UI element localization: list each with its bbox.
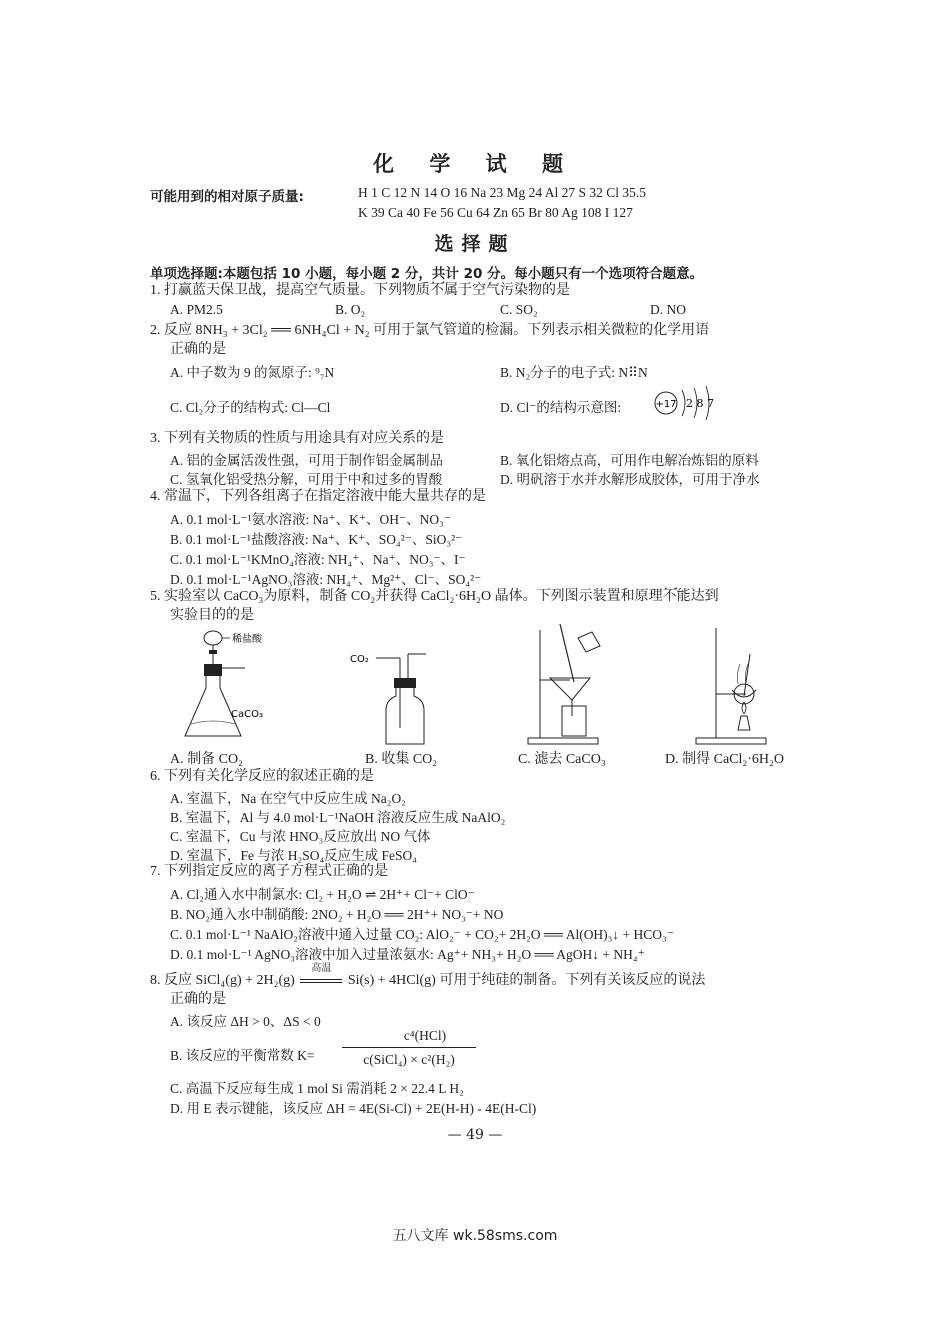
q8-option-c: C. 高温下反应每生成 1 mol Si 需消耗 2 × 22.4 L H₂ bbox=[170, 1081, 464, 1096]
question-5-stem-line2: 实验目的的是 bbox=[170, 608, 254, 623]
q5-option-c: C. 滤去 CaCO₃ bbox=[518, 752, 606, 767]
q7-option-c: C. 0.1 mol·L⁻¹ NaAlO₂溶液中通入过量 CO₂: AlO₂⁻ + CO₂+ 2H₂O ══ Al(OH)₃↓ + HCO₃⁻ bbox=[170, 927, 674, 942]
atomic-mass-line-2: K 39 Ca 40 Fe 56 Cu 64 Zn 65 Br 80 Ag 108 I 127 bbox=[358, 205, 633, 220]
q6-option-b: B. 室温下，Al 与 4.0 mol·L⁻¹NaOH 溶液反应生成 NaAlO₂ bbox=[170, 810, 506, 825]
q8-option-b-label: B. 该反应的平衡常数 K= bbox=[170, 1048, 315, 1063]
apparatus-d-evaporation bbox=[690, 624, 780, 746]
q4-option-c: C. 0.1 mol·L⁻¹KMnO₄溶液: NH₄⁺、Na⁺、NO₃⁻、I⁻ bbox=[170, 552, 466, 567]
q1-option-d: D. NO bbox=[650, 302, 686, 317]
question-5-stem-line1: 5. 实验室以 CaCO₃为原料，制备 CO₂并获得 CaCl₂·6H₂O 晶体。下列图示装置和原理不能 • •达到 bbox=[150, 588, 719, 606]
reaction-arrow-high-temp: 高温 bbox=[298, 972, 344, 990]
question-2-stem-line2: 正确的是 bbox=[170, 342, 226, 357]
label-dilute-hcl: 稀盐酸 bbox=[232, 634, 262, 645]
q6-option-c: C. 室温下，Cu 与浓 HNO₃反应放出 NO 气体 bbox=[170, 829, 431, 844]
q3-option-c: C. 氢氧化铝受热分解，可用于中和过多的胃酸 bbox=[170, 472, 443, 487]
q7-option-b: B. NO₂通入水中制硝酸: 2NO₂ + H₂O ══ 2H⁺+ NO₃⁻+ NO bbox=[170, 907, 504, 922]
q7-option-a: A. Cl₂通入水中制氯水: Cl₂ + H₂O ⇌ 2H⁺+ Cl⁻+ ClO⁻ bbox=[170, 887, 475, 902]
q8-option-b-numerator: c⁴(HCl) bbox=[403, 1028, 447, 1043]
question-8-stem-line2: 正确的是 bbox=[170, 992, 226, 1007]
fraction-bar bbox=[342, 1047, 476, 1048]
electron-shells: 2 8 7 bbox=[686, 397, 714, 410]
q3-option-a: A. 铝的金属活泼性强，可用于制作铝金属制品 bbox=[170, 453, 443, 468]
q4-option-d: D. 0.1 mol·L⁻¹AgNO₃溶液: NH₄⁺、Mg²⁺、Cl⁻、SO₄²⁻ bbox=[170, 572, 482, 587]
label-co2-inlet: CO₂ bbox=[350, 654, 369, 665]
q8-option-b-denominator: c(SiCl₄) × c²(H₂) bbox=[363, 1052, 455, 1067]
apparatus-b-gas-collection-bottle bbox=[350, 648, 460, 746]
question-2-stem-line1: 2. 反应 8NH₃ + 3Cl₂ ══ 6NH₄Cl + N₂ 可用于氯气管道的检漏。下列表示相关微粒的化学用语 bbox=[150, 323, 710, 338]
question-8-stem-line1: 8. 反应 SiCl₄(g) + 2H₂(g) 高温 Si(s) + 4HCl(g) 可用于纯硅的制备。下列有关该反应的说法 bbox=[150, 963, 706, 988]
q5-option-a: A. 制备 CO₂ bbox=[170, 752, 243, 767]
chloride-ion-structure-diagram bbox=[652, 380, 732, 420]
q5-option-d: D. 制得 CaCl₂·6H₂O bbox=[665, 752, 785, 767]
q1-option-a: A. PM2.5 bbox=[170, 302, 223, 317]
question-4-stem: 4. 常温下，下列各组离子在指定溶液中能大量共存的是 bbox=[150, 489, 486, 504]
q6-option-d: D. 室温下，Fe 与浓 H₂SO₄反应生成 FeSO₄ bbox=[170, 848, 418, 863]
atomic-mass-line-1: H 1 C 12 N 14 O 16 Na 23 Mg 24 Al 27 S 32 Cl 35.5 bbox=[358, 185, 647, 200]
q7-option-d: D. 0.1 mol·L⁻¹ AgNO₃溶液中加入过量浓氨水: Ag⁺+ NH₃+ H₂O ══ AgOH↓ + NH₄⁺ bbox=[170, 947, 645, 962]
q2-option-d: D. Cl⁻的结构示意图: bbox=[500, 400, 622, 415]
q8-option-a: A. 该反应 ΔH > 0、ΔS < 0 bbox=[170, 1014, 321, 1029]
q1-option-b: B. O₂ bbox=[335, 302, 366, 317]
q2-option-c: C. Cl₂分子的结构式: Cl—Cl bbox=[170, 400, 331, 415]
q2-option-b: B. N₂分子的电子式: N⠿N bbox=[500, 365, 648, 380]
q3-option-b: B. 氧化铝熔点高，可用作电解冶炼铝的原料 bbox=[500, 453, 759, 468]
atomic-mass-label: 可能用到的相对原子质量: bbox=[150, 189, 304, 205]
q3-option-d: D. 明矾溶于水并水解形成胶体，可用于净水 bbox=[500, 472, 760, 487]
section-heading: 选择题 bbox=[434, 233, 516, 255]
q4-option-a: A. 0.1 mol·L⁻¹氨水溶液: Na⁺、K⁺、OH⁻、NO₃⁻ bbox=[170, 512, 451, 527]
page-number: — 49 — bbox=[447, 1127, 503, 1143]
q6-option-a: A. 室温下，Na 在空气中反应生成 Na₂O₂ bbox=[170, 791, 406, 806]
q8-option-d: D. 用 E 表示键能，该反应 ΔH = 4E(Si-Cl) + 2E(H-H) - 4E(H-Cl) bbox=[170, 1101, 537, 1116]
question-3-stem: 3. 下列有关物质的性质与用途具有对应关系的是 bbox=[150, 431, 444, 446]
section-instruction: 单项选择题:本题包括 10 小题，每小题 2 分，共计 20 分。每小题只有一个选项符合题意。 bbox=[150, 266, 704, 282]
nucleus-charge: +17 bbox=[655, 399, 677, 410]
apparatus-a-co2-generator bbox=[175, 628, 280, 746]
apparatus-c-filtration bbox=[520, 620, 630, 746]
question-7-stem: 7. 下列指定反应的离子方程式正确的是 bbox=[150, 864, 388, 879]
q1-option-c: C. SO₂ bbox=[500, 302, 538, 317]
emphasis-cannot: 不能 • • bbox=[663, 589, 691, 604]
question-1-stem: 1. 打赢蓝天保卫战，提高空气质量。下列物质不属于 • •空气污染物的是 bbox=[150, 282, 570, 300]
q5-option-b: B. 收集 CO₂ bbox=[365, 752, 438, 767]
label-caco3: CaCO₃ bbox=[231, 709, 263, 720]
question-6-stem: 6. 下列有关化学反应的叙述正确的是 bbox=[150, 769, 374, 784]
q2-option-a: A. 中子数为 9 的氮原子: ⁹₇N bbox=[170, 365, 335, 380]
q4-option-b: B. 0.1 mol·L⁻¹盐酸溶液: Na⁺、K⁺、SO₄²⁻、SiO₃²⁻ bbox=[170, 532, 463, 547]
site-footer: 五八文库 wk.58sms.com bbox=[392, 1228, 558, 1244]
emphasis-not: 不属于 • • bbox=[430, 283, 472, 298]
page-title: 化 学 试 题 bbox=[373, 152, 577, 176]
